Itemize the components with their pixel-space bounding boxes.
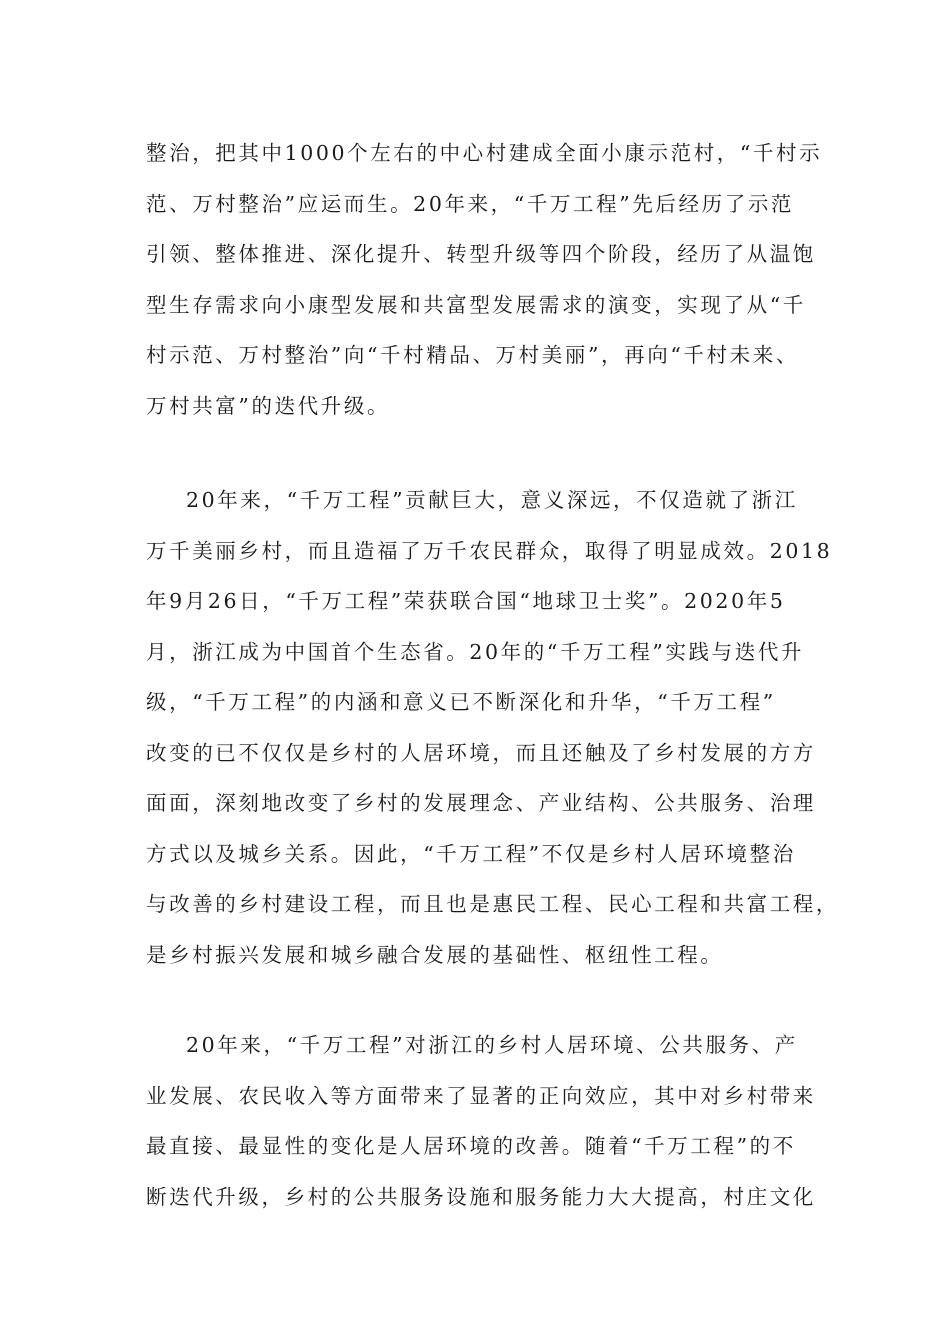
paragraph-line: 面面，深刻地改变了乡村的发展理念、产业结构、公共服务、治理: [146, 791, 816, 815]
paragraph-line: 最直接、最显性的变化是人居环境的改善。随着“千万工程”的不: [146, 1134, 796, 1158]
paragraph-line: 业发展、农民收入等方面带来了显著的正向效应，其中对乡村带来: [146, 1083, 816, 1108]
paragraph-line: 与改善的乡村建设工程，而且也是惠民工程、民心工程和共富工程，: [146, 892, 839, 916]
paragraph-2: [146, 475, 839, 980]
paragraph-line: 改变的已不仅仅是乡村的人居环境，而且还触及了乡村发展的方方: [146, 740, 816, 765]
paragraph-line: 级，“千万工程”的内涵和意义已不断深化和升华，“千万工程”: [146, 690, 776, 714]
paragraph-line: 20年来，“千万工程”对浙江的乡村人居环境、公共服务、产: [186, 1033, 798, 1057]
paragraph-line: 型生存需求向小康型发展和共富型发展需求的演变，实现了从“千: [146, 292, 806, 317]
paragraph-line: 月，浙江成为中国首个生态省。20年的“千万工程”实践与迭代升: [146, 639, 805, 664]
paragraph-line: 方式以及城乡关系。因此，“千万工程”不仅是乡村人居环境整治: [146, 841, 796, 866]
paragraph-line: 年9月26日，“千万工程”荣获联合国“地球卫士奖”。2020年5: [146, 589, 786, 613]
paragraph-line: 整治，把其中1000个左右的中心村建成全面小康示范村，“千村示: [146, 141, 823, 165]
paragraph-1: [146, 128, 826, 431]
paragraph-line: 断迭代升级，乡村的公共服务设施和服务能力大大提高，村庄文化: [146, 1184, 816, 1209]
paragraph-line: 万千美丽乡村，而且造福了万千农民群众，取得了明显成效。2018: [146, 538, 833, 563]
paragraph-line: 引领、整体推进、深化提升、转型升级等四个阶段，经历了从温饱: [146, 242, 816, 266]
paragraph-3: [146, 1020, 826, 1222]
paragraph-line: 是乡村振兴发展和城乡融合发展的基础性、枢纽性工程。: [146, 942, 724, 967]
paragraph-line: 万村共富”的迭代升级。: [146, 393, 391, 418]
paragraph-line: 20年来，“千万工程”贡献巨大，意义深远，不仅造就了浙江: [186, 488, 798, 512]
paragraph-line: 范、万村整治”应运而生。20年来，“千万工程”先后经历了示范: [146, 191, 795, 216]
paragraph-line: 村示范、万村整治”向“千村精品、万村美丽”，再向“千村未来、: [146, 343, 799, 367]
